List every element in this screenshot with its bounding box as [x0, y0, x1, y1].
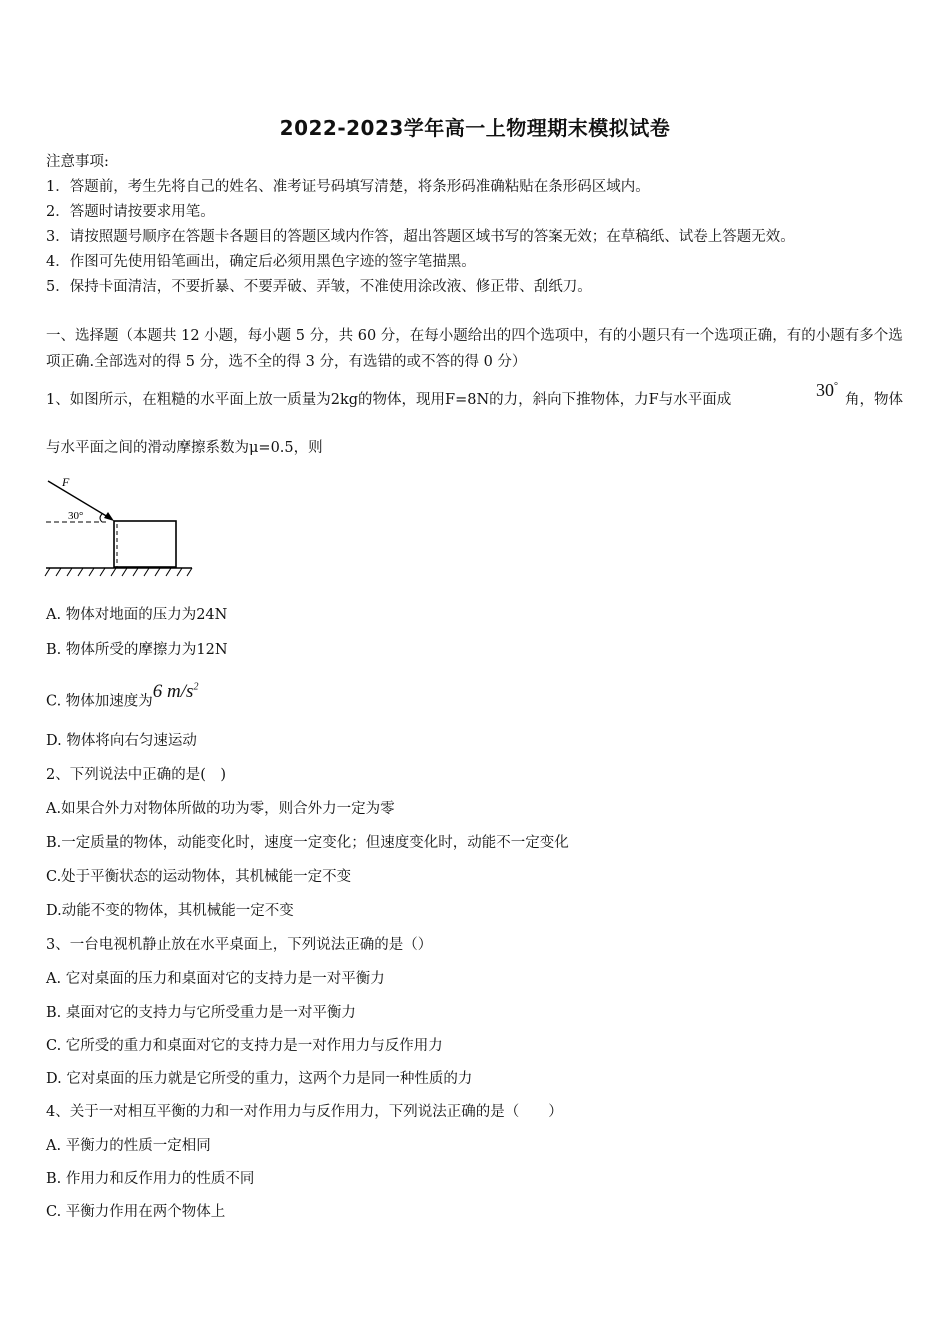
q1-option-a: A. 物体对地面的压力为24N — [46, 607, 228, 623]
ground-hatching — [45, 568, 192, 576]
angle-label: 30° — [68, 510, 84, 522]
force-arrowhead-icon — [104, 512, 114, 521]
q4-option-b: B. 作用力和反作用力的性质不同 — [46, 1171, 255, 1187]
q1-stem-part2: 角，物体 — [845, 392, 903, 408]
q1-option-b: B. 物体所受的摩擦力为12N — [46, 642, 228, 658]
notice-item-5: 5．保持卡面清洁，不要折暴、不要弄破、弄皱，不准使用涂改液、修正带、刮纸刀。 — [46, 279, 592, 295]
q3-option-d: D. 它对桌面的压力就是它所受的重力，这两个力是同一种性质的力 — [46, 1071, 473, 1087]
q1-stem-part1: 1、如图所示，在粗糙的水平面上放一质量为2kg的物体，现用F=8N的力，斜向下推物体，力F与水平面成 — [46, 392, 732, 408]
notice-item-3: 3．请按照题号顺序在答题卡各题目的答题区域内作答，超出答题区域书写的答案无效；在草稿纸、试卷上答题无效。 — [46, 229, 795, 245]
q1-diagram — [44, 472, 196, 582]
q2-option-a: A.如果合外力对物体所做的功为零，则合外力一定为零 — [46, 801, 395, 817]
q1-stem-part3: 与水平面之间的滑动摩擦系数为μ=0.5，则 — [46, 440, 323, 456]
q2-option-c: C.处于平衡状态的运动物体，其机械能一定不变 — [46, 869, 352, 885]
notice-item-4: 4．作图可先使用铅笔画出，确定后必须用黑色字迹的签字笔描黑。 — [46, 254, 476, 270]
q1-option-d: D. 物体将向右匀速运动 — [46, 733, 197, 749]
section-heading: 一、选择题（本题共 12 小题，每小题 5 分，共 60 分，在每小题给出的四个选项中，有的小题只有一个选项正确，有的小题有多个选项正确.全部选对的得 5 分，选不全的得 3 分，有选错的或不答的得 0 分） — [46, 328, 903, 370]
q4-option-c: C. 平衡力作用在两个物体上 — [46, 1204, 226, 1220]
notice-item-2: 2．答题时请按要求用笔。 — [46, 204, 215, 220]
q2-stem: 2、下列说法中正确的是( ) — [46, 767, 227, 783]
q2-option-d: D.动能不变的物体，其机械能一定不变 — [46, 903, 294, 919]
notice-item-1: 1．答题前，考生先将自己的姓名、准考证号码填写清楚，将条形码准确粘贴在条形码区域内。 — [46, 179, 650, 195]
q3-option-b: B. 桌面对它的支持力与它所受重力是一对平衡力 — [46, 1005, 356, 1021]
block — [114, 521, 176, 567]
q1-option-c: C. 物体加速度为6 $m/s^2$ — [46, 681, 199, 710]
q2-option-b: B.一定质量的物体，动能变化时，速度一定变化；但速度变化时，动能不一定变化 — [46, 835, 569, 851]
q3-option-a: A. 它对桌面的压力和桌面对它的支持力是一对平衡力 — [46, 971, 385, 987]
acceleration-value: 6 $m/s^2$ — [152, 681, 199, 703]
q1-angle-value: 30° — [816, 380, 838, 400]
q4-option-a: A. 平衡力的性质一定相同 — [46, 1138, 211, 1154]
q3-option-c: C. 它所受的重力和桌面对它的支持力是一对作用力与反作用力 — [46, 1038, 443, 1054]
q3-stem: 3、一台电视机静止放在水平桌面上，下列说法正确的是（） — [46, 937, 433, 953]
page-title: 2022-2023学年高一上物理期末模拟试卷 — [279, 116, 671, 140]
notice-heading: 注意事项: — [46, 154, 109, 170]
force-label: F — [62, 475, 70, 489]
q4-stem: 4、关于一对相互平衡的力和一对作用力与反作用力，下列说法正确的是（ ） — [46, 1104, 563, 1120]
